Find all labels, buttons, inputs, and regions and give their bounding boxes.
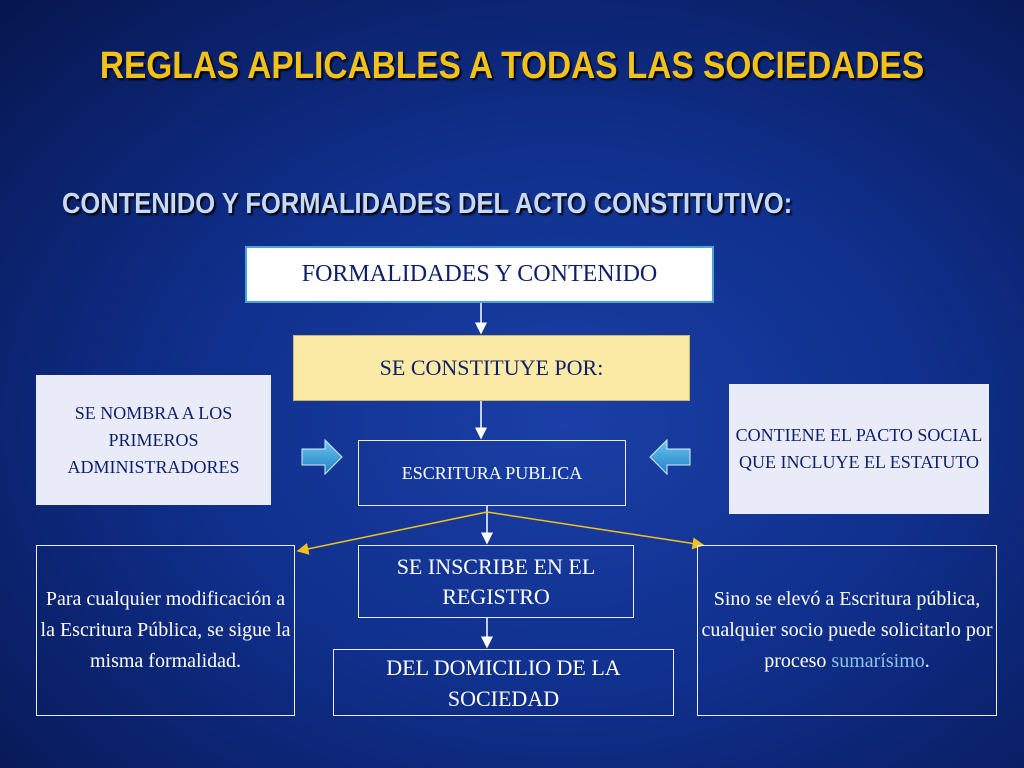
node-domicilio-sociedad [333,649,674,716]
node-sino-end: . [924,650,930,672]
node-se-constituye-por [293,335,690,401]
node-se-inscribe-en-registro [358,545,634,618]
arrow-escritura-to-sino [487,512,703,545]
node-pacto-social [729,384,989,514]
node-sino-highlight: sumarísimo [831,650,925,672]
node-modificacion-label: Para cualquier modificación a la Escritura Pública, se sigue la misma formalidad. [40,588,291,672]
node-escritura-publica [358,440,626,506]
node-escritura-label: ESCRITURA PUBLICA [401,462,583,483]
node-sino-label: Sino se elevó a Escritura pública, cualquier socio puede solicitarlo por proceso [701,588,993,672]
slide-subtitle: CONTENIDO Y FORMALIDADES DEL ACTO CONSTITUTIVO: [62,188,793,220]
block-arrow-right-icon [302,440,342,474]
node-formalidades-label: FORMALIDADES Y CONTENIDO [301,261,658,287]
node-constituye-label: SE CONSTITUYE POR: [379,355,604,380]
block-arrow-left-icon [650,440,690,474]
node-formalidades-y-contenido [245,246,714,303]
node-domicilio-label: DEL DOMICILIO DE LA SOCIEDAD [386,654,621,711]
node-primeros-administradores [36,375,271,505]
node-proceso-sumarisimo [697,545,997,716]
node-sino-text [698,584,996,677]
slide-title: REGLAS APLICABLES A TODAS LAS SOCIEDADES [99,45,925,87]
node-inscribe-label: SE INSCRIBE EN EL REGISTRO [396,553,596,609]
node-contiene-label: CONTIENE EL PACTO SOCIAL QUE INCLUYE EL ESTATUTO [735,425,983,472]
node-modificacion-formalidad [36,545,295,716]
node-nombra-label: SE NOMBRA A LOS PRIMEROS ADMINISTRADORES [67,402,240,477]
